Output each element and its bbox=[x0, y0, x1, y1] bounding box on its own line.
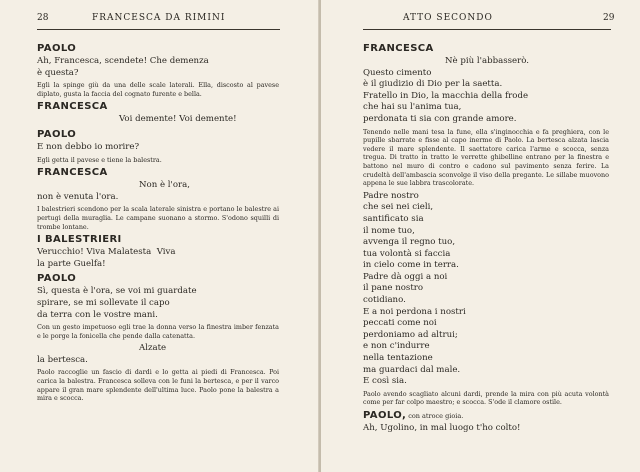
verse-line: in cielo come in terra. bbox=[363, 260, 459, 271]
verse-line: che sei nei cieli, bbox=[363, 202, 434, 213]
speaker-name bbox=[37, 234, 279, 246]
stage-direction: Paolo raccoglie un fascio di dardi e lo getta ai piedi di Francesca. Poi carica la balestra. Francesca solleva con le funi la bertesca, e per il varco appare il gran mare splendente dell'ultima luce. Paolo pone la balestra a mira e scocca. bbox=[37, 368, 279, 403]
speaker-label: PAOLO bbox=[37, 43, 77, 54]
page-number: 29 bbox=[603, 13, 615, 23]
verse-line: E così sia. bbox=[363, 376, 407, 387]
speaker-name bbox=[37, 167, 279, 179]
page-number: 28 bbox=[37, 13, 49, 23]
speaker-note: con atroce gioia. bbox=[406, 412, 464, 420]
verse-line: santificato sia bbox=[363, 213, 424, 224]
verse-line: non è venuta l'ora. bbox=[37, 191, 119, 202]
speaker-label: PAOLO bbox=[37, 128, 77, 140]
verse-line: perdonata ti sia con grande amore. bbox=[363, 113, 517, 124]
verse-line: è il giudizio di Dio per la saetta. bbox=[363, 79, 503, 90]
left-page bbox=[0, 0, 319, 472]
verse-line: perdoniamo ad altrui; bbox=[363, 329, 458, 340]
verse-line: Sì, questa è l'ora, se voi mi guardate bbox=[37, 286, 197, 297]
verse-line: ma guardaci dal male. bbox=[363, 364, 461, 375]
verse-line: Voi demente! Voi demente! bbox=[119, 114, 237, 125]
verse-line: spirare, se mi sollevate il capo bbox=[37, 297, 170, 308]
stage-direction: Tenendo nelle mani tesa la fune, ella s'inginocchia e fa preghiera, con le pupille sbarrate e fisse al capo inerme di Paolo. La bertesca alzata lascia vedere il mare splendente. Il saettatore carica l'arme e scocca, senza tregua. Di tratto in tratto le verrette ghibelline entrano per la finestra e battono nel muro di contro e cadono sul pavimento senza ferire. La crudeltà dell'ambascia sconvolge il viso della pregante. Le sillabe muovono appena le sue labbra trascolorate. bbox=[363, 127, 609, 188]
verse-line: che hai su l'anima tua, bbox=[363, 102, 462, 113]
header-rule bbox=[37, 29, 280, 30]
speaker-label: PAOLO, bbox=[363, 410, 407, 421]
verse-line: la parte Guelfa! bbox=[37, 258, 106, 269]
verse-line: Verucchio! Viva Malatesta Viva bbox=[37, 247, 176, 258]
speaker-label: FRANCESCA bbox=[363, 43, 434, 54]
verse-line: Alzate bbox=[139, 343, 167, 354]
verse-line: nella tentazione bbox=[363, 353, 433, 364]
stage-direction: I balestrieri scendono per la scala laterale sinistra e portano le balestre ai pertugi della muraglia. Le campane suonano a stormo. S'odono squilli di trombe lontane. bbox=[37, 205, 279, 231]
speaker-name bbox=[37, 43, 279, 55]
stage-direction: Egli la spinge giù da una delle scale laterali. Ella, discosto al pavese diplato, gusta la faccia del cognato furente e bella. bbox=[37, 81, 279, 98]
speaker-name bbox=[37, 273, 279, 285]
verse-line: Fratello in Dio, la macchia della frode bbox=[363, 90, 529, 101]
verse-line: Padre nostro bbox=[363, 190, 419, 201]
header-rule bbox=[363, 29, 611, 30]
speaker-label: I BALESTRIERI bbox=[37, 234, 122, 246]
right-page bbox=[321, 0, 640, 472]
verse-line: la bertesca. bbox=[37, 354, 88, 365]
speaker-label: FRANCESCA bbox=[37, 101, 108, 113]
verse-line: il nome tuo, bbox=[363, 225, 415, 236]
running-head: ATTO SECONDO bbox=[403, 13, 493, 23]
speaker-label: FRANCESCA bbox=[37, 167, 108, 179]
verse-line: Non è l'ora, bbox=[139, 180, 191, 191]
stage-direction: Egli getta il pavese e tiene la balestra. bbox=[37, 155, 162, 164]
speaker-name bbox=[363, 43, 609, 55]
speaker-name bbox=[37, 129, 279, 141]
stage-direction: Paolo avendo scagliato alcuni dardi, prende la mira con più acuta volontà come per far colpo maestro; e scocca. S'ode il clamore ostile. bbox=[363, 389, 609, 407]
speaker-name bbox=[37, 101, 279, 113]
verse-line: avvenga il regno tuo, bbox=[363, 237, 456, 248]
verse-line: peccati come noi bbox=[363, 318, 437, 329]
speaker-label: PAOLO bbox=[37, 273, 77, 285]
stage-direction: Con un gesto impetuoso egli trae la donna verso la finestra imber fenzata e le porge la fonicella che pende dalla catenatta. bbox=[37, 323, 279, 340]
verse-line: e non c'indurre bbox=[363, 341, 430, 352]
verse-line: E non debbo io morire? bbox=[37, 141, 140, 152]
verse-line: Nè più l'abbasserò. bbox=[445, 56, 529, 66]
speaker-name bbox=[363, 410, 609, 422]
verse-line: Padre dà oggi a noi bbox=[363, 271, 448, 282]
verse-line: Ah, Francesca, scendete! Che demenza bbox=[37, 56, 209, 66]
page-text bbox=[363, 40, 609, 435]
verse-line: da terra con le vostre mani. bbox=[37, 309, 158, 320]
verse-line: il pane nostro bbox=[363, 283, 424, 294]
verse-line: tua volontà si faccia bbox=[363, 248, 451, 259]
running-head: FRANCESCA DA RIMINI bbox=[92, 13, 226, 23]
verse-line: E a noi perdona i nostri bbox=[363, 306, 466, 317]
verse-line: Ah, Ugolino, in mal luogo t'ho colto! bbox=[363, 423, 521, 433]
verse-line: è questa? bbox=[37, 67, 79, 78]
verse-line: cotidiano. bbox=[363, 295, 406, 306]
page-text bbox=[37, 40, 279, 406]
verse-line: Questo cimento bbox=[363, 67, 432, 78]
